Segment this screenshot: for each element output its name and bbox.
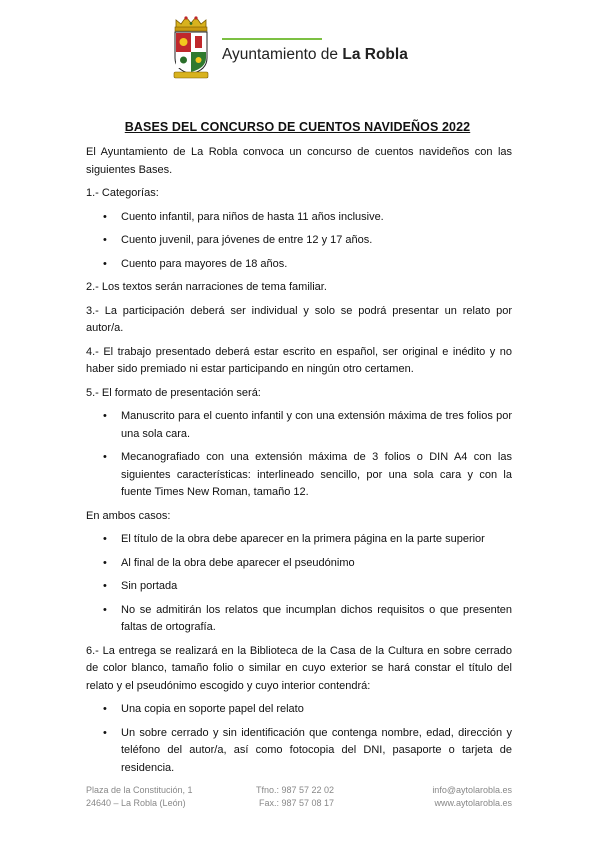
list-item: • Al final de la obra debe aparecer el pseudónimo <box>86 555 512 573</box>
brand-prefix: Ayuntamiento de <box>222 46 343 63</box>
brand-town: La Robla <box>342 46 408 63</box>
coat-of-arms-icon <box>170 14 212 80</box>
section-5-heading: 5.- El formato de presentación será: <box>86 386 261 399</box>
list-item: • Manuscrito para el cuento infantil y con una extensión máxima de tres folios por una sola cara. <box>86 408 512 443</box>
section-6-heading: 6.- La entrega se realizará en la Biblioteca de la Casa de la Cultura en sobre cerrado de color blanco, tamaño folio o similar en cuyo exterior se hará constar el título del relato y el pseudónimo escogido y cuyo interior contendrá: <box>86 644 512 692</box>
list-item: • Un sobre cerrado y sin identificación que contenga nombre, edad, dirección y teléfono del autor/a, así como fotocopia del DNI, pasaporte o tarjeta de residencia. <box>86 725 512 778</box>
brand-accent-bar <box>222 38 322 40</box>
list-item: • Una copia en soporte papel del relato <box>86 701 512 719</box>
section-3: 3.- La participación deberá ser individual y solo se podrá presentar un relato por autor/a. <box>86 304 512 334</box>
section-1-heading: 1.- Categorías: <box>86 187 159 199</box>
categories-list <box>86 209 512 274</box>
list-item: • Sin portada <box>86 578 512 596</box>
format-list <box>86 408 512 502</box>
footer-website[interactable]: www.aytolarobla.es <box>434 798 512 808</box>
envelope-contents-list <box>86 701 512 777</box>
footer-address-line1: Plaza de la Constitución, 1 <box>86 785 193 795</box>
list-item: • Cuento para mayores de 18 años. <box>86 256 512 274</box>
both-cases-heading: En ambos casos: <box>86 509 171 522</box>
list-item: • Mecanografiado con una extensión máxima de 3 folios o DIN A4 con las siguientes características: interlineado sencillo, por una sola cara y con la fuente Times New Roman, tamaño 12. <box>86 449 512 502</box>
footer-phones <box>256 784 334 810</box>
municipality-name <box>222 46 408 64</box>
list-item: • Cuento juvenil, para jóvenes de entre 12 y 17 años. <box>86 232 512 250</box>
footer-phone: Tfno.: 987 57 22 02 <box>256 785 335 795</box>
list-item: • Cuento infantil, para niños de hasta 11 años inclusive. <box>86 209 512 227</box>
list-item: • No se admitirán los relatos que incumplan dichos requisitos o que presenten faltas de ortografía. <box>86 602 512 637</box>
section-4: 4.- El trabajo presentado deberá estar escrito en español, ser original e inédito y no haber sido premiado ni estar participando en ningún otro certamen. <box>86 345 512 375</box>
section-2: 2.- Los textos serán narraciones de tema familiar. <box>86 281 327 293</box>
footer-address-line2: 24640 – La Robla (León) <box>86 798 186 808</box>
document-body <box>86 144 512 783</box>
footer-email[interactable]: info@aytolarobla.es <box>432 785 512 795</box>
footer-contact <box>432 784 512 810</box>
intro-paragraph: El Ayuntamiento de La Robla convoca un concurso de cuentos navideños con las siguientes Bases. <box>86 146 512 176</box>
list-item: • El título de la obra debe aparecer en la primera página en la parte superior <box>86 531 512 549</box>
footer-fax: Fax.: 987 57 08 17 <box>259 798 335 808</box>
document-title: BASES DEL CONCURSO DE CUENTOS NAVIDEÑOS 2022 <box>124 120 471 134</box>
both-cases-list <box>86 531 512 637</box>
footer-address <box>86 784 193 810</box>
